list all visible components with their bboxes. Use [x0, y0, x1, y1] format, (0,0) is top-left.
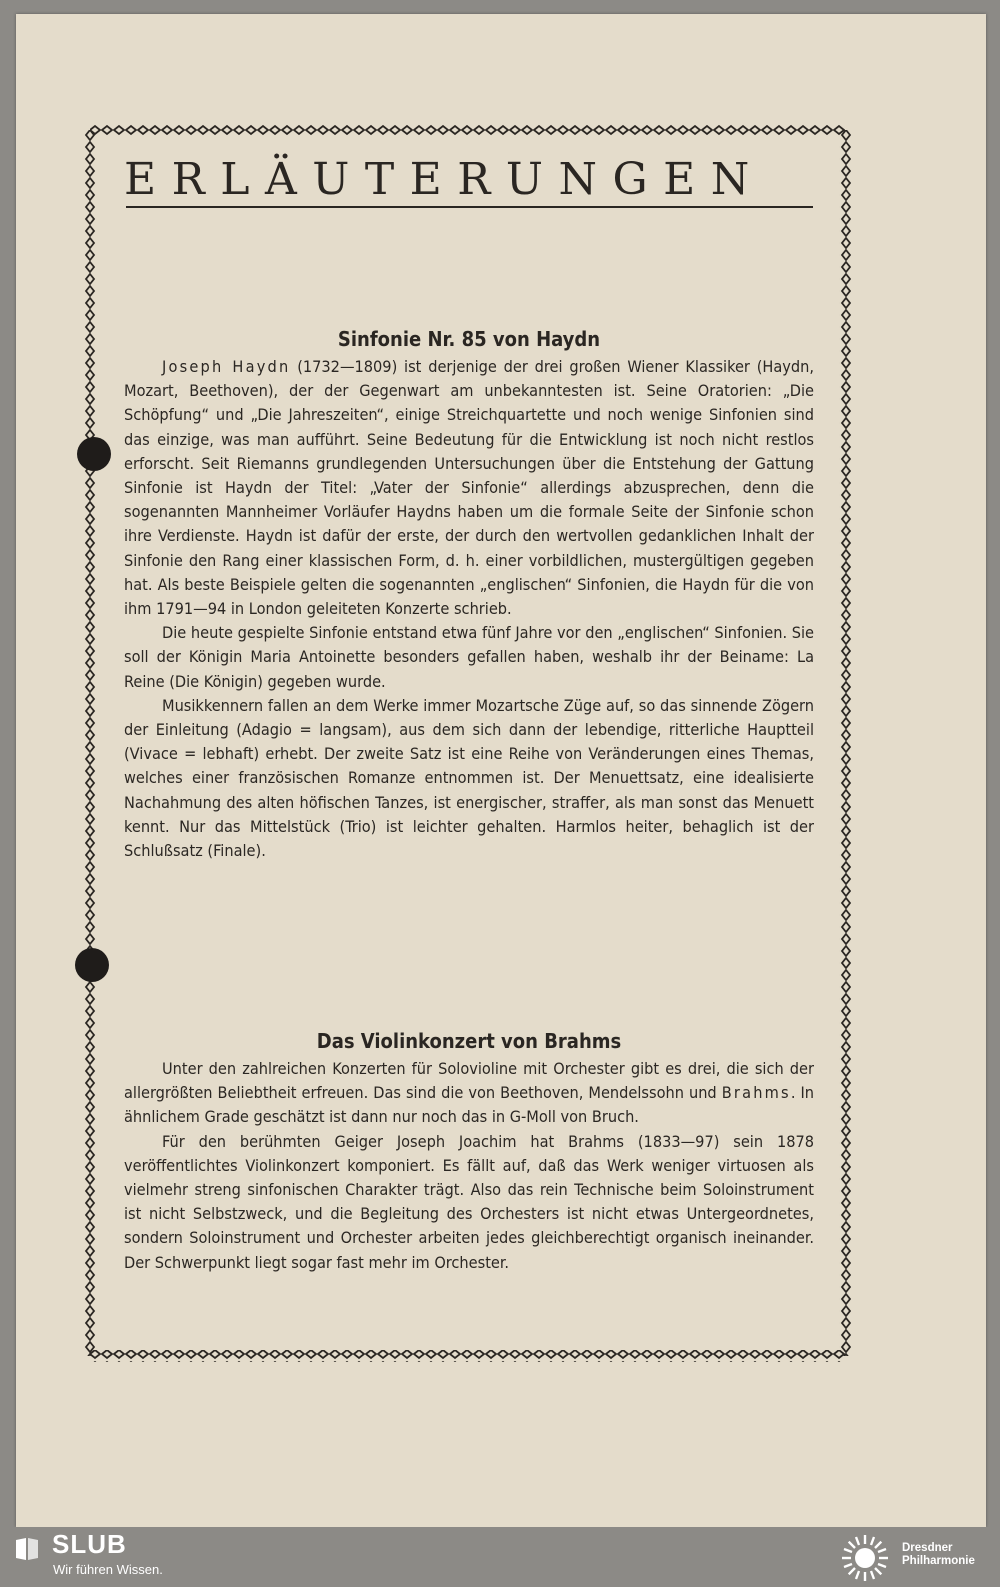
paragraph: Musikkennern fallen an dem Werke immer Mozartsche Züge auf, so das sinnende Zögern der Einleitung (Adagio = langsam), aus dem sich dann der lebendige, ritterliche Hauptteil (Vivace = lebhaft) erhebt. Der zweite Satz ist eine Reihe von Veränderungen eines Themas, welches einer französischen Romanze entnommen ist. Der Menuettsatz, eine idealisierte Nachahmung des alten höfischen Tanzes, ist energischer, straffer, als man sonst das Menuett kennt. Nur das Mittelstück (Trio) ist leichter gehalten. Harmlos heiter, behaglich ist der Schlußsatz (Finale).: [124, 695, 814, 861]
paragraph: Unter den zahlreichen Konzerten für Solovioline mit Orchester gibt es drei, die sich der allergrößten Beliebtheit erfreuen. Das sind die von Beethoven, Mendelssohn und Brahms. In ähnlichem Grade geschätzt ist dann nur noch das in G-Moll von Bruch.: [124, 1059, 814, 1127]
title-underline: [126, 206, 813, 208]
sunburst-logo-icon[interactable]: [840, 1533, 890, 1583]
emphasized-name: Brahms: [721, 1083, 791, 1103]
paragraph: Joseph Haydn (1732—1809) ist derjenige der drei großen Wiener Klassiker (Haydn, Mozart, Beethoven), der der Gegenwart am unbekanntesten ist. Seine Oratorien: „Die Schöpfung“ und „Die Jahreszeiten“, einige Streichquartette und noch wenige Sinfonien sind das einzige, was man aufführt. Seine Bedeutung für die Entwicklung ist noch nicht restlos erforscht. Seit Riemanns grundlegenden Untersuchungen über die Entstehung der Gattung Sinfonie ist Haydn der Titel: „Vater der Sinfonie“ allerdings abzusprechen, denn die sogenannten Mannheimer Vorläufer Haydns haben um die formale Seite der Sinfonie schon ihre Verdienste. Haydn ist dafür der erste, der durch den wertvollen gedanklichen Inhalt der Sinfonie den Rang einer klassischen Form, d. h. einer vorbildlichen, mustergültigen gegeben hat. Als beste Beispiele gelten die sogenannten „englischen“ Sinfonien, die Haydn für die von ihm 1791—94 in London geleiteten Konzerte schrieb.: [124, 357, 814, 619]
page-title: ERLÄUTERUNGEN: [124, 154, 765, 205]
emphasized-name: Joseph Haydn: [162, 357, 291, 376]
section-brahms: [124, 1029, 814, 1275]
library-tagline: Wir führen Wissen.: [53, 1562, 163, 1577]
section-heading: Sinfonie Nr. 85 von Haydn: [337, 327, 601, 351]
paragraph: Die heute gespielte Sinfonie entstand etwa fünf Jahre vor den „englischen“ Sinfonien. Sie soll der Königin Maria Antoinette besonders gefallen haben, weshalb ihr der Beiname: La Reine (Die Königin) gegeben wurde.: [124, 623, 814, 691]
paragraph: Für den berühmten Geiger Joseph Joachim hat Brahms (1833—97) sein 1878 veröffentlichtes Violinkonzert komponiert. Es fällt auf, daß das Werk weniger virtuosen als vielmehr streng sinfonischen Charakter trägt. Also das rein Technische beim Soloinstrument ist nicht Selbstzweck, und die Begleitung des Orchesters ist nicht etwas Untergeordnetes, sondern Soloinstrument und Orchester arbeiten jedes gleichberechtigt organisch ineinander. Der Schwerpunkt liegt sogar fast mehr im Orchester.: [124, 1131, 814, 1272]
section-haydn: [124, 327, 814, 863]
library-logo-text[interactable]: SLUB: [52, 1529, 127, 1559]
section-heading: Das Violinkonzert von Brahms: [316, 1029, 622, 1053]
punch-hole: [77, 437, 111, 471]
partner-logo-text[interactable]: Dresdner Philharmonie: [902, 1542, 975, 1567]
book-icon: [13, 1535, 41, 1563]
punch-hole: [75, 948, 109, 982]
